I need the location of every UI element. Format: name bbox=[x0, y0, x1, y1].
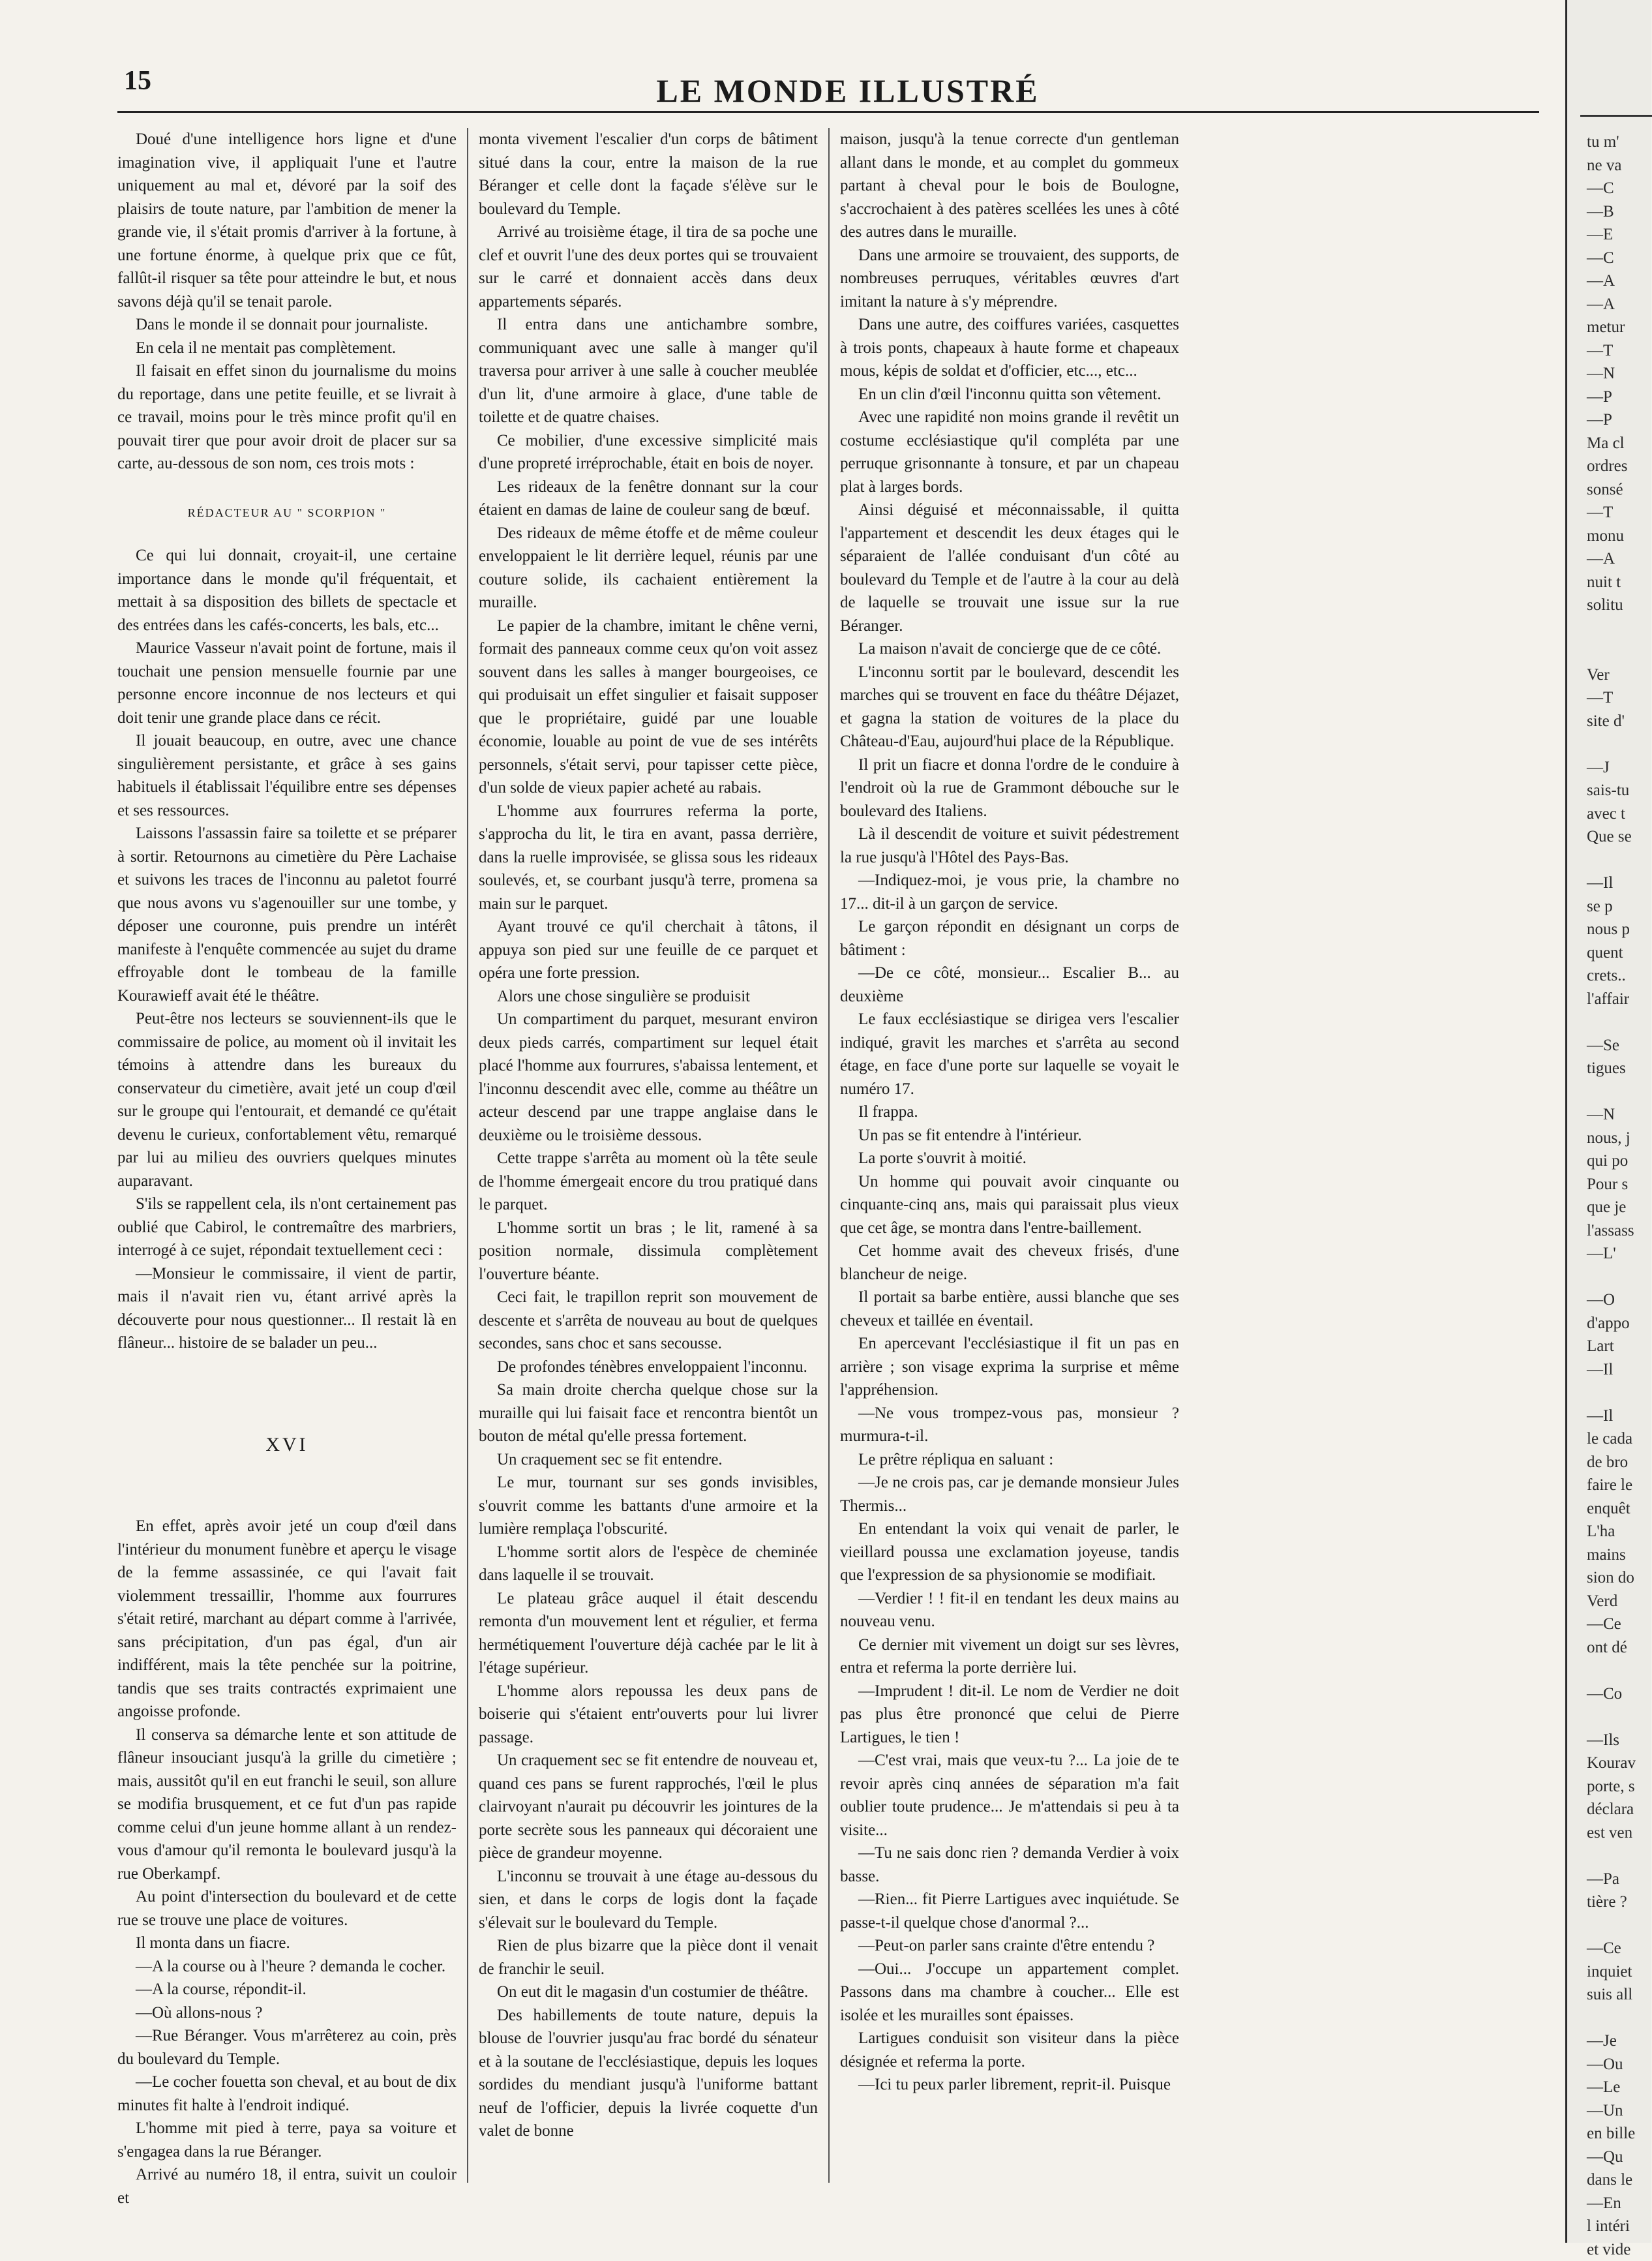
masthead-title: LE MONDE ILLUSTRÉ bbox=[522, 72, 1174, 110]
paragraph: Le mur, tournant sur ses gonds invisibles, s'ouvrit comme les battants d'une armoire et la lumière remplaça l'obscurité. bbox=[479, 1471, 818, 1541]
paragraph: Il jouait beaucoup, en outre, avec une chance singulièrement persistante, et grâce à ses gains habituels il établissait l'équilibre entre ses dépenses et ses ressources. bbox=[117, 729, 457, 822]
paragraph: maison, jusqu'à la tenue correcte d'un gentleman allant dans le monde, et au complet du gommeux partant à cheval pour le bois de Boulogne, s'accrochaient à des patères scellées les unes à côté des autres dans le muraille. bbox=[840, 128, 1179, 244]
paragraph: Il faisait en effet sinon du journalisme du moins du reportage, dans une petite feuille, et se livrait à ce travail, moins pour le très mince profit qu'il en pouvait tirer que pour avoir droit de placer sur sa carte, au-dessous de son nom, ces trois mots : bbox=[117, 359, 457, 476]
paragraph: Ce qui lui donnait, croyait-il, une certaine importance dans le monde qu'il fréquentait, et mettait à sa disposition des billets de spectacle et des entrées dans les cafés-concerts, les bals, etc... bbox=[117, 544, 457, 637]
paragraph: En entendant la voix qui venait de parler, le vieillard poussa une exclamation joyeuse, tandis que l'expression de sa physionomie se modifiait. bbox=[840, 1517, 1179, 1587]
paragraph: En cela il ne mentait pas complètement. bbox=[117, 337, 457, 360]
paragraph: Il entra dans une antichambre sombre, communiquant avec une salle à manger qu'il traversa pour arriver à une salle à coucher meublée d'un lit, d'une armoire à glace, d'une table de toilette et de quatre chaises. bbox=[479, 313, 818, 429]
paragraph: Il monta dans un fiacre. bbox=[117, 1932, 457, 1955]
adjacent-text-fragment: —Ils bbox=[1587, 1729, 1619, 1752]
paragraph: —Je ne crois pas, car je demande monsieur Jules Thermis... bbox=[840, 1471, 1179, 1517]
adjacent-text-fragment: L'ha bbox=[1587, 1520, 1615, 1543]
paragraph: Le faux ecclésiastique se dirigea vers l'escalier indiqué, gravit les marches et s'arrêta au second étage, en face d'une porte sur laquelle se voyait le numéro 17. bbox=[840, 1008, 1179, 1100]
column-divider bbox=[467, 128, 468, 2183]
adjacent-text-fragment: avec t bbox=[1587, 802, 1625, 826]
paragraph: La maison n'avait de concierge que de ce côté. bbox=[840, 637, 1179, 661]
paragraph: Des rideaux de même étoffe et de même couleur enveloppaient le lit derrière lequel, réunis par une couture solide, ils cachaient entièrement la muraille. bbox=[479, 522, 818, 615]
adjacent-text-fragment: Kourav bbox=[1587, 1752, 1636, 1775]
adjacent-text-fragment: —Qu bbox=[1587, 2146, 1623, 2169]
paragraph: Il prit un fiacre et donna l'ordre de le conduire à l'endroit où la rue de Grammont débouche sur le boulevard des Italiens. bbox=[840, 753, 1179, 823]
adjacent-text-fragment: —Le bbox=[1587, 2076, 1620, 2099]
adjacent-text-fragment: —T bbox=[1587, 339, 1613, 363]
paragraph: —Ici tu peux parler librement, reprit-il. Puisque bbox=[840, 2073, 1179, 2097]
adjacent-text-fragment: —J bbox=[1587, 756, 1610, 780]
adjacent-text-fragment: —Ce bbox=[1587, 1613, 1621, 1636]
adjacent-text-fragment: enquêt bbox=[1587, 1497, 1630, 1521]
paragraph: Dans une armoire se trouvaient, des supports, de nombreuses perruques, véritables œuvres d'art imitant la nature à s'y méprendre. bbox=[840, 244, 1179, 314]
adjacent-text-fragment: nous p bbox=[1587, 918, 1630, 941]
paragraph: En un clin d'œil l'inconnu quitta son vêtement. bbox=[840, 383, 1179, 406]
paragraph: Lartigues conduisit son visiteur dans la pièce désignée et referma la porte. bbox=[840, 2027, 1179, 2073]
adjacent-text-fragment: —Se bbox=[1587, 1034, 1619, 1057]
header-rule bbox=[117, 111, 1539, 113]
paragraph: —Indiquez-moi, je vous prie, la chambre no 17... dit-il à un garçon de service. bbox=[840, 869, 1179, 915]
adjacent-text-fragment: —Ce bbox=[1587, 1937, 1621, 1960]
paragraph: Alors une chose singulière se produisit bbox=[479, 985, 818, 1009]
paragraph: —Imprudent ! dit-il. Le nom de Verdier ne doit pas plus être prononcé que celui de Pierre Lartigues, le tien ! bbox=[840, 1680, 1179, 1750]
paragraph: Des habillements de toute nature, depuis la blouse de l'ouvrier jusqu'au frac bordé du sénateur et à la soutane de l'ecclésiastique, depuis les loques sordides du mendiant jusqu'à l'uniforme battant neuf de l'officier, depuis la livrée coquette d'un valet de bonne bbox=[479, 2004, 818, 2143]
paragraph: —Ne vous trompez-vous pas, monsieur ? murmura-t-il. bbox=[840, 1402, 1179, 1448]
adjacent-text-fragment: solitu bbox=[1587, 594, 1623, 617]
adjacent-header-rule bbox=[1580, 115, 1652, 117]
adjacent-text-fragment: —L' bbox=[1587, 1242, 1616, 1266]
paragraph: En apercevant l'ecclésiastique il fit un pas en arrière ; son visage exprima la surprise et même l'appréhension. bbox=[840, 1332, 1179, 1402]
paragraph: —Tu ne sais donc rien ? demanda Verdier à voix basse. bbox=[840, 1842, 1179, 1888]
paragraph: Le prêtre répliqua en saluant : bbox=[840, 1448, 1179, 1472]
paragraph: La porte s'ouvrit à moitié. bbox=[840, 1147, 1179, 1170]
paragraph: Doué d'une intelligence hors ligne et d'une imagination vive, il appliquait l'une et l'autre uniquement au mal et, dévoré par la soif des plaisirs de toute nature, par l'ambition de mener la grande vie, il s'était promis d'arriver à la fortune, à une fortune énorme, à quelque prix que ce fût, fallût-il risquer sa tête pour atteindre le but, et nous savons déjà qu'il se tenait parole. bbox=[117, 128, 457, 313]
paragraph: Laissons l'assassin faire sa toilette et se préparer à sortir. Retournons au cimetière du Père Lachaise et suivons les traces de l'inconnu au paletot fourré que nous avons vu s'agenouiller sur une tombe, y déposer une couronne, puis prendre un intérêt manifeste à l'enquête commencée au sujet du drame effroyable dont le tombeau de la famille Kourawieff avait été le théâtre. bbox=[117, 822, 457, 1007]
paragraph: —Le cocher fouetta son cheval, et au bout de dix minutes fit halte à l'endroit indiqué. bbox=[117, 2071, 457, 2117]
adjacent-text-fragment: —N bbox=[1587, 362, 1615, 386]
adjacent-text-fragment: l intéri bbox=[1587, 2215, 1630, 2238]
column-3 bbox=[840, 128, 1179, 2189]
paragraph: —Peut-on parler sans crainte d'être entendu ? bbox=[840, 1934, 1179, 1958]
paragraph: Ceci fait, le trapillon reprit son mouvement de descente et s'arrêta de nouveau au bout de quelques secondes, sans choc et sans secousse. bbox=[479, 1286, 818, 1356]
adjacent-text-fragment: tu m' bbox=[1587, 130, 1619, 154]
paragraph: Ce dernier mit vivement un doigt sur ses lèvres, entra et referma la porte derrière lui. bbox=[840, 1633, 1179, 1680]
paragraph: Dans le monde il se donnait pour journaliste. bbox=[117, 313, 457, 337]
adjacent-text-fragment: le cada bbox=[1587, 1427, 1632, 1451]
adjacent-text-fragment: —Il bbox=[1587, 1404, 1613, 1428]
adjacent-text-fragment: faire le bbox=[1587, 1474, 1632, 1497]
paragraph: Dans une autre, des coiffures variées, casquettes à trois ponts, chapeaux à haute forme et chapeaux mous, képis de soldat et d'officier, etc..., etc... bbox=[840, 313, 1179, 383]
adjacent-text-fragment: Verd bbox=[1587, 1590, 1617, 1613]
adjacent-text-fragment: tigues bbox=[1587, 1057, 1626, 1080]
adjacent-text-fragment: Ma cl bbox=[1587, 432, 1625, 455]
paragraph: Ainsi déguisé et méconnaissable, il quitta l'appartement et descendit les deux étages qui le séparaient de l'allée conduisant d'un côté au boulevard du Temple et de l'autre à la cour au delà de laquelle se trouvait une issue sur la rue Béranger. bbox=[840, 498, 1179, 637]
paragraph: —Rue Béranger. Vous m'arrêterez au coin, près du boulevard du Temple. bbox=[117, 2024, 457, 2071]
adjacent-text-fragment: se p bbox=[1587, 895, 1613, 918]
adjacent-text-fragment: —T bbox=[1587, 501, 1613, 524]
adjacent-text-fragment: —C bbox=[1587, 247, 1614, 270]
paragraph: Il portait sa barbe entière, aussi blanche que ses cheveux et taillée en éventail. bbox=[840, 1286, 1179, 1332]
paragraph: —Verdier ! ! fit-il en tendant les deux mains au nouveau venu. bbox=[840, 1587, 1179, 1633]
adjacent-text-fragment: —E bbox=[1587, 223, 1613, 247]
adjacent-text-fragment: Que se bbox=[1587, 825, 1632, 849]
adjacent-text-fragment: —A bbox=[1587, 547, 1615, 571]
paragraph: Un craquement sec se fit entendre. bbox=[479, 1448, 818, 1472]
adjacent-text-fragment: ont dé bbox=[1587, 1636, 1627, 1660]
adjacent-text-fragment: —A bbox=[1587, 269, 1615, 293]
adjacent-text-fragment: —T bbox=[1587, 686, 1613, 710]
adjacent-text-fragment: mains bbox=[1587, 1543, 1626, 1567]
adjacent-text-fragment: —P bbox=[1587, 386, 1612, 409]
adjacent-text-fragment: —Il bbox=[1587, 872, 1613, 895]
paragraph: Un pas se fit entendre à l'intérieur. bbox=[840, 1124, 1179, 1147]
adjacent-text-fragment: sais-tu bbox=[1587, 779, 1629, 802]
paragraph: —De ce côté, monsieur... Escalier B... au deuxième bbox=[840, 962, 1179, 1008]
adjacent-text-fragment: sion do bbox=[1587, 1566, 1634, 1590]
paragraph: L'inconnu se trouvait à une étage au-dessous du sien, et dans le corps de logis dont la façade s'élevait sur le boulevard du Temple. bbox=[479, 1865, 818, 1935]
adjacent-text-fragment: —A bbox=[1587, 293, 1615, 316]
adjacent-text-fragment: tière ? bbox=[1587, 1890, 1627, 1914]
adjacent-text-fragment: metur bbox=[1587, 316, 1625, 339]
paragraph: monta vivement l'escalier d'un corps de bâtiment situé dans la cour, entre la maison de la rue Béranger et celle dont la façade s'élève sur le boulevard du Temple. bbox=[479, 128, 818, 220]
paragraph: Le papier de la chambre, imitant le chêne verni, formait des panneaux comme ceux qu'on voit assez souvent dans les salles à manger bourgeoises, ce qui produisait un effet singulier et faisait supposer que le propriétaire, guidé par une louable économie, louable au point de vue de ses intérêts personnels, s'était servi, pour tapisser cette pièce, d'un solde de vieux papier acheté au rabais. bbox=[479, 615, 818, 800]
adjacent-text-fragment: —Un bbox=[1587, 2099, 1623, 2123]
paragraph: Un craquement sec se fit entendre de nouveau et, quand ces pans se furent rapprochés, l'œil le plus clairvoyant n'aurait pu découvrir les jointures de la porte secrète sous les panneaux qui décoraient une pièce de grandeur moyenne. bbox=[479, 1749, 818, 1865]
adjacent-text-fragment: —C bbox=[1587, 177, 1614, 200]
adjacent-text-fragment: nous, j bbox=[1587, 1127, 1630, 1150]
adjacent-text-fragment: d'appo bbox=[1587, 1312, 1630, 1335]
adjacent-text-fragment: —Ou bbox=[1587, 2053, 1623, 2076]
adjacent-text-fragment: —Je bbox=[1587, 2029, 1617, 2053]
adjacent-text-fragment: et vide bbox=[1587, 2238, 1630, 2261]
paragraph: De profondes ténèbres enveloppaient l'inconnu. bbox=[479, 1356, 818, 1379]
adjacent-text-fragment: crets.. bbox=[1587, 964, 1626, 988]
adjacent-text-fragment: —Il bbox=[1587, 1358, 1613, 1382]
column-1 bbox=[117, 128, 457, 2189]
paragraph: L'homme alors repoussa les deux pans de boiserie qui s'étaient entr'ouverts pour lui livrer passage. bbox=[479, 1680, 818, 1750]
paragraph: Cette trappe s'arrêta au moment où la tête seule de l'homme émergeait encore du trou pratiqué dans le parquet. bbox=[479, 1147, 818, 1217]
paragraph: Sa main droite chercha quelque chose sur la muraille qui lui faisait face et rencontra bientôt un bouton de métal qu'elle pressa fortement. bbox=[479, 1378, 818, 1448]
paragraph: Il frappa. bbox=[840, 1100, 1179, 1124]
adjacent-text-fragment: sonsé bbox=[1587, 478, 1623, 502]
paragraph: Peut-être nos lecteurs se souviennent-ils que le commissaire de police, au moment où il invitait les témoins à attendre dans les bureaux du conservateur du cimetière, avait jeté un coup d'œil sur le groupe qui l'entourait, et demandé ce qu'était devenu le curieux, confortablement vêtu, remarqué par lui au milieu des ouvriers quelques minutes auparavant. bbox=[117, 1007, 457, 1192]
adjacent-text-fragment: qui po bbox=[1587, 1149, 1628, 1173]
adjacent-text-fragment: inquiet bbox=[1587, 1960, 1632, 1984]
paragraph: L'homme sortit un bras ; le lit, ramené à sa position normale, dissimula complètement l'ouverture béante. bbox=[479, 1217, 818, 1286]
paragraph: L'homme sortit alors de l'espèce de cheminée dans laquelle il se trouvait. bbox=[479, 1541, 818, 1587]
paragraph: On eut dit le magasin d'un costumier de théâtre. bbox=[479, 1980, 818, 2004]
paragraph: Les rideaux de la fenêtre donnant sur la cour étaient en damas de laine de couleur sang de bœuf. bbox=[479, 476, 818, 522]
paragraph: S'ils se rappellent cela, ils n'ont certainement pas oublié que Cabirol, le contremaître des marbriers, interrogé à ce sujet, répondait textuellement ceci : bbox=[117, 1192, 457, 1262]
page-number: 15 bbox=[124, 65, 151, 97]
paragraph: Le garçon répondit en désignant un corps de bâtiment : bbox=[840, 915, 1179, 962]
paragraph: Là il descendit de voiture et suivit pédestrement la rue jusqu'à l'Hôtel des Pays-Bas. bbox=[840, 823, 1179, 869]
adjacent-text-fragment: —N bbox=[1587, 1103, 1615, 1127]
adjacent-text-fragment: porte, s bbox=[1587, 1775, 1635, 1798]
adjacent-text-fragment: monu bbox=[1587, 524, 1624, 548]
paragraph: Cet homme avait des cheveux frisés, d'une blancheur de neige. bbox=[840, 1239, 1179, 1286]
adjacent-text-fragment: ne va bbox=[1587, 154, 1621, 177]
adjacent-text-fragment: site d' bbox=[1587, 710, 1625, 733]
paragraph: —Où allons-nous ? bbox=[117, 2001, 457, 2025]
paragraph: En effet, après avoir jeté un coup d'œil dans l'intérieur du monument funèbre et aperçu le visage de la femme assassinée, ce qui l'avait fait violemment tressaillir, l'homme aux fourrures s'était retiré, marchant au départ comme à l'arrivée, sans précipitation, d'un pas égal, d'un air indifférent, mais la tête penchée sur la poitrine, tandis que ses traits contractés exprimaient une angoisse profonde. bbox=[117, 1515, 457, 1723]
column-2 bbox=[479, 128, 818, 2189]
paragraph: Il conserva sa démarche lente et son attitude de flâneur insouciant jusqu'à la grille du cimetière ; mais, aussitôt qu'il en eut franchi le seuil, son allure se modifia brusquement, et ce fut d'un pas rapide comme celui d'un jeune homme allant à un rendez-vous d'amour qu'il remonta le boulevard jusqu'à la rue Oberkampf. bbox=[117, 1723, 457, 1886]
paragraph: Un compartiment du parquet, mesurant environ deux pieds carrés, compartiment sur lequel était placé l'homme aux fourrures, s'abaissa lentement, et l'inconnu descendit avec elle, comme au théâtre un acteur descend par une trappe anglaise dans le deuxième ou le troisième dessous. bbox=[479, 1008, 818, 1147]
adjacent-text-fragment: —O bbox=[1587, 1288, 1615, 1312]
paragraph: —A la course, répondit-il. bbox=[117, 1978, 457, 2001]
adjacent-text-fragment: ordres bbox=[1587, 455, 1627, 478]
adjacent-text-fragment: dans le bbox=[1587, 2168, 1632, 2192]
adjacent-text-fragment: —B bbox=[1587, 200, 1614, 224]
chapter-number: XVI bbox=[117, 1433, 457, 1457]
adjacent-text-fragment: de bro bbox=[1587, 1451, 1628, 1474]
adjacent-text-fragment: Ver bbox=[1587, 663, 1610, 687]
adjacent-text-fragment: que je bbox=[1587, 1196, 1626, 1219]
paragraph: L'homme aux fourrures referma la porte, s'approcha du lit, le tira en avant, passa derrière, dans la ruelle improvisée, se glissa sous les rideaux soulevés, et, se courbant jusqu'à terre, promena sa main sur le parquet. bbox=[479, 800, 818, 916]
paragraph: Un homme qui pouvait avoir cinquante ou cinquante-cinq ans, mais qui paraissait plus vieux que cet âge, se montra dans l'entre-baillement. bbox=[840, 1170, 1179, 1240]
adjacent-text-fragment: en bille bbox=[1587, 2122, 1635, 2146]
paragraph: Ayant trouvé ce qu'il cherchait à tâtons, il appuya son pied sur une feuille de ce parquet et opéra une forte pression. bbox=[479, 915, 818, 985]
paragraph: Ce mobilier, d'une excessive simplicité mais d'une propreté irréprochable, était en bois de noyer. bbox=[479, 429, 818, 476]
paragraph: —Oui... J'occupe un appartement complet. Passons dans ma chambre à coucher... Elle est isolée et les murailles sont épaisses. bbox=[840, 1958, 1179, 2027]
adjacent-text-fragment: l'assass bbox=[1587, 1219, 1634, 1243]
paragraph: Maurice Vasseur n'avait point de fortune, mais il touchait une pension mensuelle fournie par une personne encore inconnue de nos lecteurs et qui doit tenir une grande place dans ce récit. bbox=[117, 637, 457, 729]
paragraph: Rien de plus bizarre que la pièce dont il venait de franchir le seuil. bbox=[479, 1934, 818, 1980]
adjacent-text-fragment: déclara bbox=[1587, 1798, 1634, 1821]
adjacent-text-fragment: est ven bbox=[1587, 1821, 1632, 1845]
paragraph: Arrivé au troisième étage, il tira de sa poche une clef et ouvrit l'une des deux portes qui se trouvaient sur le carré et donnaient accès dans deux appartements séparés. bbox=[479, 220, 818, 313]
paragraph: Arrivé au numéro 18, il entra, suivit un couloir et bbox=[117, 2163, 457, 2209]
section-heading: RÉDACTEUR AU " SCORPION " bbox=[117, 502, 457, 525]
paragraph: Le plateau grâce auquel il était descendu remonta d'un mouvement lent et régulier, et ferma hermétiquement l'ouverture déjà cachée par le lit à l'étage supérieur. bbox=[479, 1587, 818, 1680]
adjacent-text-fragment: —P bbox=[1587, 408, 1612, 432]
adjacent-text-fragment: Pour s bbox=[1587, 1173, 1628, 1196]
adjacent-text-fragment: suis all bbox=[1587, 1983, 1632, 2007]
paragraph: L'homme mit pied à terre, paya sa voiture et s'engagea dans la rue Béranger. bbox=[117, 2117, 457, 2163]
adjacent-text-fragment: l'affair bbox=[1587, 988, 1629, 1011]
adjacent-text-fragment: —Co bbox=[1587, 1682, 1622, 1706]
adjacent-text-fragment: —Pa bbox=[1587, 1868, 1619, 1891]
paragraph: —Monsieur le commissaire, il vient de partir, mais il n'avait rien vu, étant arrivé après la découverte pour nous questionner... Il restait là en flâneur... histoire de se balader un peu... bbox=[117, 1262, 457, 1355]
column-divider bbox=[828, 128, 830, 2183]
paragraph: —A la course ou à l'heure ? demanda le cocher. bbox=[117, 1955, 457, 1979]
adjacent-page-edge bbox=[1565, 0, 1651, 2243]
paragraph: L'inconnu sortit par le boulevard, descendit les marches qui se trouvent en face du théâtre Déjazet, et gagna la station de voitures de la place du Château-d'Eau, aujourd'hui place de la République. bbox=[840, 661, 1179, 753]
paragraph: Avec une rapidité non moins grande il revêtit un costume ecclésiastique qu'il compléta par une perruque grisonnante à tonsure, et par un chapeau plat à larges bords. bbox=[840, 406, 1179, 498]
paragraph: Au point d'intersection du boulevard et de cette rue se trouve une place de voitures. bbox=[117, 1885, 457, 1932]
adjacent-text-fragment: —En bbox=[1587, 2192, 1621, 2215]
adjacent-text-fragment: Lart bbox=[1587, 1335, 1614, 1358]
adjacent-text-fragment: nuit t bbox=[1587, 571, 1621, 594]
adjacent-text-fragment: quent bbox=[1587, 941, 1623, 965]
paragraph: —C'est vrai, mais que veux-tu ?... La joie de te revoir après cinq années de séparation m'a fait oublier toute prudence... Je m'attendais si peu à ta visite... bbox=[840, 1749, 1179, 1842]
paragraph: —Rien... fit Pierre Lartigues avec inquiétude. Se passe-t-il quelque chose d'anormal ?... bbox=[840, 1888, 1179, 1934]
article-columns bbox=[117, 128, 1539, 2196]
